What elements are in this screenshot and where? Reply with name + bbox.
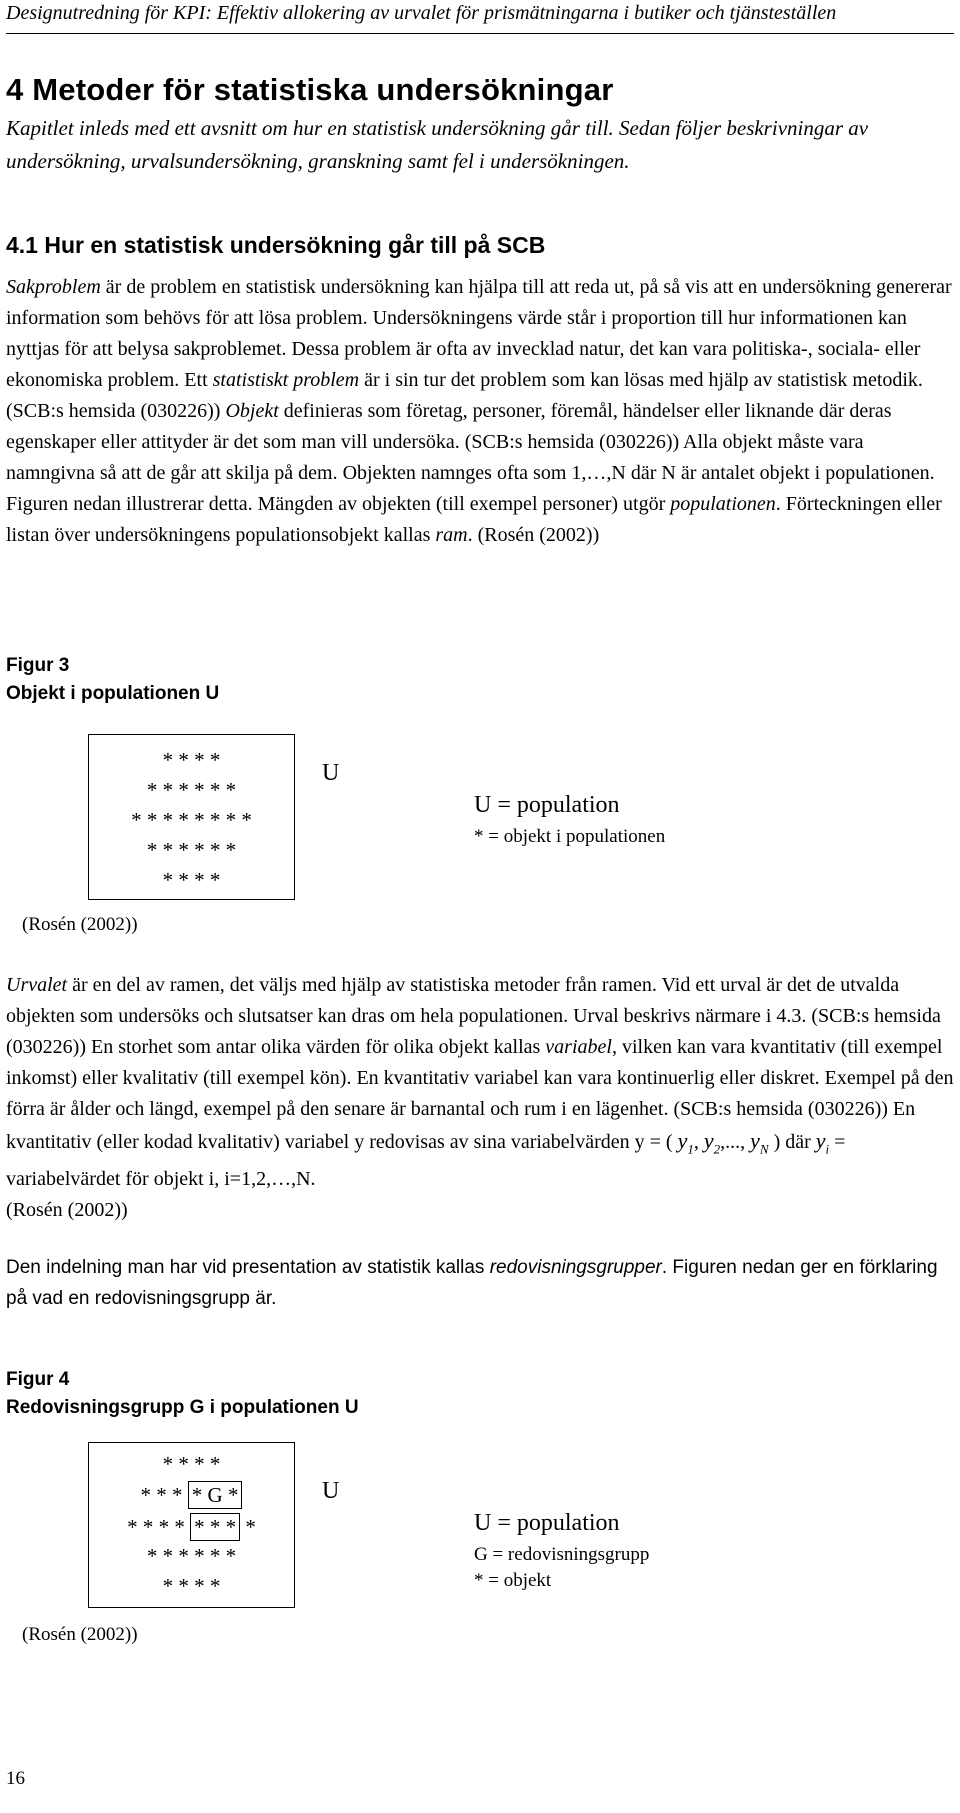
text-span: är en del av ramen, det väljs med hjälp av statistiska metoder från ramen. Vid ett urval är det de utvalda objekten som undersöks och slutsatser kan dras om hela populationen. Urval beskrivs närmare i 4.3. (SCB:s hemsida (030226)) En storhet som antar olika värden för olika objekt kallas (6, 974, 941, 1058)
figure-3-source: (Rosén (2002)) (22, 914, 138, 935)
object-row-with-group (89, 1481, 294, 1509)
population-box (88, 734, 295, 900)
text-span: = variabelvärdet för objekt i, i=1,2,…,N. (6, 1131, 846, 1191)
chapter-intro: Kapitlet inleds med ett avsnitt om hur en statistisk undersökning går till. Sedan följer beskrivningar av undersökning, urvalsundersökning, granskning samt fel i undersökningen. (6, 116, 869, 173)
legend-objekt: * = objekt i populationen (474, 826, 666, 847)
object-stars: * * * * (127, 1515, 185, 1539)
formula-y (703, 1128, 721, 1157)
formula-separator: , (693, 1131, 704, 1153)
legend-population: U = population (474, 792, 620, 818)
text-span: . Förteckningen eller listan över undersökningens populationsobjekt kallas (6, 493, 942, 546)
population-u-label: U (322, 1478, 340, 1504)
formula-symbol: y (750, 1128, 760, 1153)
paragraph-redovisning (6, 1252, 954, 1314)
formula-subscript: N (759, 1141, 769, 1157)
running-header: Designutredning för KPI: Effektiv allokering av urvalet för prismätningarna i butiker och tjänsteställen (6, 2, 954, 34)
group-g-box-lower: * * * (190, 1513, 240, 1541)
object-row: * * * * * * * * (131, 808, 252, 832)
chapter-heading: 4 Metoder för statistiska undersökningar (6, 72, 614, 107)
text-span: är de problem en statistisk undersökning kan hjälpa till att reda ut, på så vis att en undersökning genererar information som behövs för att lösa problem. Undersökningens värde står i proportion till hur informationen kan nyttjas för att belysa sakproblemet. Dessa problem är ofta av invecklad natur, det kan vara politiska-, sociala- eller ekonomiska problem. Ett (6, 276, 952, 391)
object-row-with-group (89, 1513, 294, 1541)
figure-4-source: (Rosén (2002)) (22, 1624, 138, 1645)
text-span: . (Rosén (2002)) (467, 524, 600, 546)
figure-3-number: Figur 3 (6, 655, 70, 676)
object-stars: * (245, 1515, 256, 1539)
figure-3-title: Objekt i populationen U (6, 683, 220, 704)
text-span: definieras som företag, personer, föremål, händelser eller liknande där deras egenskaper eller attityder är det som man vill undersöka. (SCB:s hemsida (030226)) Alla objekt måste vara namngivna så att de går att skilja på dem. Objekten namnges ofta som 1,…,N där N är antalet objekt i populationen. Figuren nedan illustrerar detta. Mängden av objekten (till exempel personer) utgör (6, 400, 935, 515)
figure-3-caption (6, 652, 219, 708)
term-sakproblem: Sakproblem (6, 276, 101, 298)
figure-4-title: Redovisningsgrupp G i populationen U (6, 1397, 359, 1418)
object-stars: * * * (140, 1483, 183, 1507)
text-span: (Rosén (2002)) (6, 1199, 128, 1222)
object-row: * * * * * * (146, 838, 237, 862)
text-span: ) där (768, 1131, 816, 1153)
text-span: Den indelning man har vid presentation av statistik kallas (6, 1257, 490, 1278)
formula-y (815, 1128, 830, 1157)
group-g-box: * G * (188, 1481, 243, 1509)
formula-subscript: 2 (713, 1141, 721, 1157)
page-number: 16 (6, 1768, 25, 1789)
formula-y (677, 1128, 694, 1157)
formula-separator: ,..., (720, 1131, 751, 1153)
term-urvalet: Urvalet (6, 974, 68, 996)
text-span: . Figuren nedan ger en förklaring på vad en redovisningsgrupp är. (6, 1257, 938, 1309)
object-row: * * * * (162, 1574, 221, 1598)
figure-4-number: Figur 4 (6, 1369, 70, 1390)
section-heading: 4.1 Hur en statistisk undersökning går till på SCB (6, 232, 546, 258)
term-ram: ram (435, 524, 468, 546)
formula-symbol: y (677, 1128, 688, 1153)
paragraph-urvalet (6, 970, 954, 1226)
term-statistiskt-problem: statistiskt problem (212, 369, 360, 391)
paragraph-sakproblem (6, 272, 954, 551)
object-row: * * * * * * (146, 778, 237, 802)
text-span: , vilken kan vara kvantitativ (till exempel inkomst) eller kvalitativ (till exempel kön). En kvantitativ variabel kan vara kontinuerlig eller diskret. Exempel på den förra är ålder och längd, exempel på den senare är barnantal och rum i en lägenhet. (SCB:s hemsida (030226)) En kvantitativ (eller kodad kvalitativ) variabel y redovisas av sina variabelvärden y = ( (6, 1036, 954, 1153)
term-populationen: populationen (670, 493, 776, 515)
legend-group: G = redovisningsgrupp (474, 1544, 650, 1565)
population-box-with-group (88, 1442, 295, 1608)
object-row: * * * * * * (146, 1544, 237, 1568)
object-row: * * * * (162, 1452, 221, 1476)
figure-4-caption (6, 1366, 359, 1422)
formula-symbol: y (815, 1128, 826, 1153)
formula-symbol: y (703, 1128, 714, 1153)
formula-subscript: 1 (687, 1141, 694, 1157)
object-row: * * * * (162, 868, 221, 892)
formula-subscript: i (825, 1141, 830, 1157)
legend-population: U = population (474, 1510, 620, 1536)
legend-objekt: * = objekt (474, 1570, 552, 1591)
object-row: * * * * (162, 748, 221, 772)
term-redovisningsgrupper: redovisningsgrupper (489, 1257, 662, 1278)
population-u-label: U (322, 760, 340, 786)
text-span: är i sin tur det problem som kan lösas med hjälp av statistisk metodik. (SCB:s hemsida (030226)) (6, 369, 923, 422)
term-objekt: Objekt (225, 400, 279, 422)
term-variabel: variabel (545, 1036, 612, 1058)
formula-y (750, 1128, 769, 1157)
